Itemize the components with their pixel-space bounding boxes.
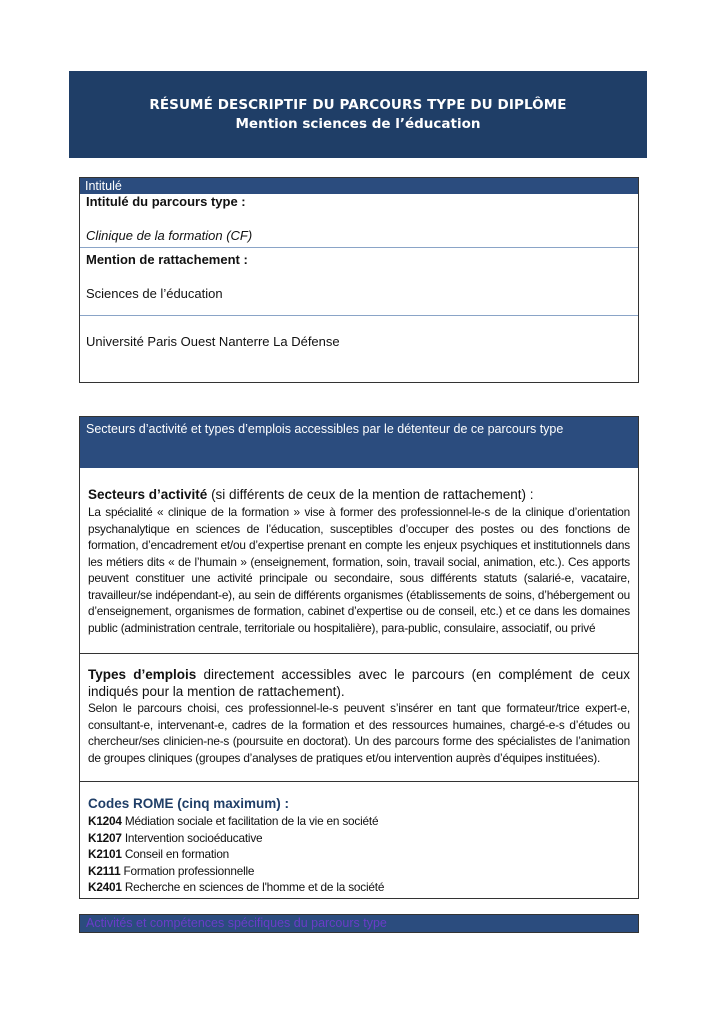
emplois-label: Types d’emplois [88, 667, 197, 682]
emplois-text: Selon le parcours choisi, ces professionnel-le-s peuvent s’insérer en tant que formateur/trice expert-e, consultant-e, intervenant-e, cadres de la formation et des ressources humaines, chargé-e-s d’études ou chercheur/ses clinicien-ne-s (poursuite en doctorat). Un des parcours forme des spécialistes de l’animation de groupes cliniques (groupes d’analyses de pratiques et/ou intervention auprès d’équipes instituées). [88, 701, 630, 765]
mention-cell [80, 248, 638, 316]
emplois-qualifier: directement accessibles avec le parcours (en complément de ceux indiqués pour la mention de rattachement). [88, 667, 630, 699]
activite-text: La spécialité « clinique de la formation » vise à former des professionnel-le-s de la clinique d’orientation psychanalytique en sciences de l’éducation, susceptibles d’occuper des postes ou des fonctions de formation, d’encadrement et/ou d’expertise prenant en compte les enjeux psychiques et institutionnels dans les métiers dits « de l’humain » (enseignement, formation, soin, travail social, animation, etc.). Ces apports peuvent constituer une activité principale ou secondaire, sous différents statuts (salarié-e, vacataire, travailleur/se indépendant-e), au sein de différents organismes (établissements de soins, d’hébergement ou d’enseignement, organismes de formation, cabinet d’expertise ou de conseil, etc.) et ce dans les domaines public (administration centrale, territoriale ou hospitalière), para-public, consulaire, associatif, ou privé [88, 505, 630, 635]
parcours-value: Clinique de la formation (CF) [86, 228, 253, 243]
types-emplois-block [80, 654, 638, 782]
parcours-label: Intitulé du parcours type : [86, 194, 246, 209]
codes-rome-block [80, 782, 638, 898]
activite-label: Secteurs d’activité [88, 487, 208, 502]
rome-item: K2401 Recherche en sciences de l'homme et de la société [88, 880, 385, 894]
rome-label: Codes ROME (cinq maximum) : [88, 796, 290, 811]
mention-value: Sciences de l’éducation [86, 286, 223, 301]
document-title-banner [69, 71, 647, 158]
rome-item: K1204 Médiation sociale et facilitation de la vie en société [88, 814, 379, 828]
document-title: RÉSUMÉ DESCRIPTIF DU PARCOURS TYPE DU DIPLÔME [149, 97, 567, 113]
activites-heading: Activités et compétences spécifiques du parcours type [80, 915, 638, 932]
document-subtitle: Mention sciences de l’éducation [235, 116, 481, 132]
rome-list [88, 813, 630, 896]
universite-name: Université Paris Ouest Nanterre La Défense [86, 334, 340, 349]
mention-label: Mention de rattachement : [86, 252, 248, 267]
secteurs-heading: Secteurs d’activité et types d’emplois accessibles par le détenteur de ce parcours type [80, 417, 638, 468]
secteurs-section [79, 416, 639, 899]
rome-item: K2111 Formation professionnelle [88, 863, 255, 878]
rome-item: K2101 Conseil en formation [88, 847, 230, 861]
secteurs-activite-block [80, 468, 638, 654]
intitule-section [79, 177, 639, 383]
universite-cell [80, 316, 638, 382]
intitule-heading: Intitulé [80, 178, 638, 194]
rome-item: K1207 Intervention socioéducative [88, 830, 263, 845]
parcours-cell [80, 194, 638, 248]
activites-section [79, 914, 639, 933]
activite-qualifier: (si différents de ceux de la mention de rattachement) : [207, 487, 534, 502]
